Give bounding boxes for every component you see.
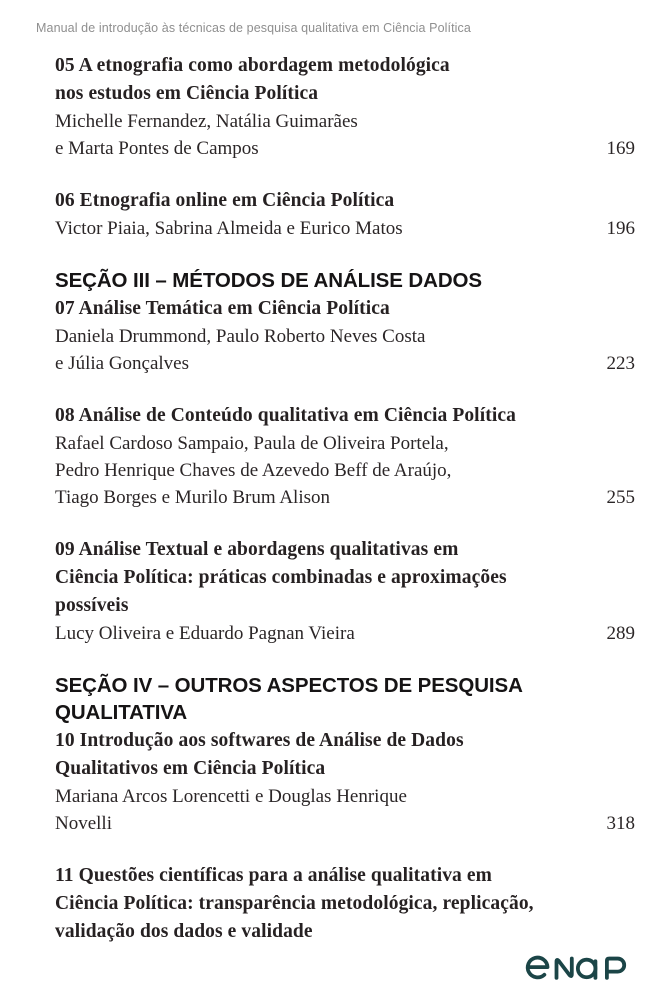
author-names: Tiago Borges e Murilo Brum Alison [55,487,330,508]
author-page-row [55,620,635,647]
toc-entry [55,187,635,242]
page-number: 289 [606,623,635,644]
author-names: Michelle Fernandez, Natália Guimarães [55,111,358,132]
author-names: e Marta Pontes de Campos [55,138,259,159]
logo-letter-p [607,959,624,978]
toc-entry [55,727,635,837]
chapter-title-line: 08 Análise de Conteúdo qualitativa em Ciência Política [55,405,516,426]
running-header: Manual de introdução às técnicas de pesquisa qualitativa em Ciência Política [36,21,471,35]
author-page-row [55,135,635,162]
chapter-title-line: possíveis [55,595,129,616]
section-heading-line: SEÇÃO IV – OUTROS ASPECTOS DE PESQUISA [55,674,523,697]
author-names: Victor Piaia, Sabrina Almeida e Eurico Matos [55,218,403,239]
page-number: 318 [606,813,635,834]
author-names: Rafael Cardoso Sampaio, Paula de Oliveira Portela, [55,433,449,454]
toc-entry [55,295,635,377]
author-page-row [55,215,635,242]
page-number: 223 [606,353,635,374]
author-names: e Júlia Gonçalves [55,353,190,374]
page-number: 169 [606,138,635,159]
section-heading-line: SEÇÃO III – MÉTODOS DE ANÁLISE DADOS [55,269,482,292]
logo-letter-e [528,958,548,978]
author-page-row [55,810,635,837]
chapter-title-line: Qualitativos em Ciência Política [55,758,326,779]
author-names: Mariana Arcos Lorencetti e Douglas Henrique [55,786,407,807]
enap-logo [523,950,635,986]
section-heading-line: QUALITATIVA [55,701,188,724]
toc-entry [55,402,635,511]
chapter-title-line: 06 Etnografia online em Ciência Política [55,190,395,211]
author-names: Daniela Drummond, Paulo Roberto Neves Costa [55,326,426,347]
author-page-row [55,350,635,377]
chapter-title-line: Ciência Política: transparência metodológica, replicação, [55,893,534,914]
chapter-title-line: 05 A etnografia como abordagem metodológica [55,55,450,76]
table-of-contents [55,52,635,971]
logo-letter-n [557,959,572,978]
chapter-title-line: nos estudos em Ciência Política [55,83,319,104]
enap-logo-icon [523,950,635,986]
toc-entry [55,52,635,162]
toc-entry [55,862,635,946]
section-heading [55,267,635,294]
chapter-title-line: Ciência Política: práticas combinadas e aproximações [55,567,507,588]
chapter-title-line: 11 Questões científicas para a análise qualitativa em [55,865,492,886]
page-number: 196 [606,218,635,239]
logo-letter-a-bowl [578,960,596,978]
author-names: Lucy Oliveira e Eduardo Pagnan Vieira [55,623,355,644]
chapter-title-line: 09 Análise Textual e abordagens qualitativas em [55,539,459,560]
author-names: Pedro Henrique Chaves de Azevedo Beff de Araújo, [55,460,452,481]
chapter-title-line: 10 Introdução aos softwares de Análise de Dados [55,730,464,751]
toc-entry [55,536,635,647]
chapter-title-line: 07 Análise Temática em Ciência Política [55,298,390,319]
page-number: 255 [606,487,635,508]
author-names: Novelli [55,813,112,834]
chapter-title-line: validação dos dados e validade [55,921,313,942]
section-heading [55,672,635,726]
author-page-row [55,484,635,511]
